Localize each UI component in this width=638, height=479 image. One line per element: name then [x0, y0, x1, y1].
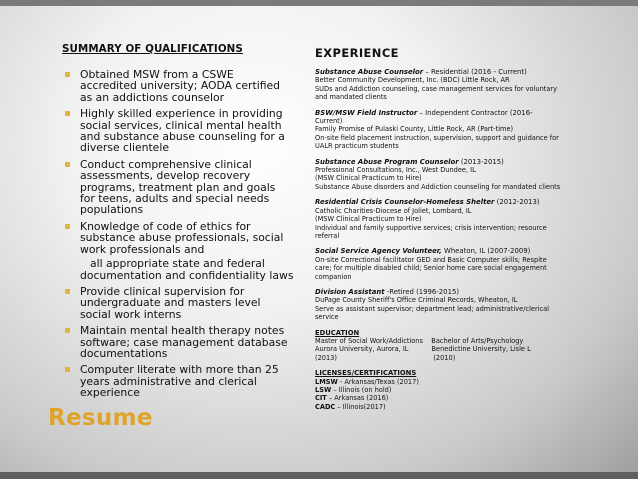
job-title: Substance Abuse Counselor	[315, 68, 424, 76]
slide-title: Resume	[48, 405, 153, 431]
education-row: Master of Social Work/Addictions Bachelor of Arts/Psychology	[315, 336, 524, 345]
job-title: Social Service Agency Volunteer,	[315, 247, 442, 256]
qualification-item: Maintain mental health therapy notes software; case management database documentations	[46, 325, 346, 359]
education-row: Aurora University, Aurora, IL Benedictine University, Lisle L	[315, 345, 531, 354]
bullet-icon	[65, 367, 70, 372]
bullet-icon	[65, 111, 70, 116]
licenses-section	[315, 369, 595, 411]
job-entry: Substance Abuse Program Counselor (2013-2015) Professional Consultations, Inc., West Dundee, IL (MSW Clinical Practicum to Hire) Substance Abuse disorders and Addiction counseling for mandated clients	[315, 157, 561, 191]
qualification-item: Highly skilled experience in providing social services, clinical mental health and substance abuse counseling for a diverse clientele	[46, 108, 346, 154]
license-item: LSW – Illinois (on hold)	[315, 386, 392, 394]
qualification-continuation: all appropriate state and federal documentation and confidentiality laws	[80, 257, 294, 282]
bullet-icon	[65, 162, 70, 167]
education-heading: EDUCATION	[315, 328, 360, 337]
job-entry: Division Assistant -Retired (1996-2015) DuPage County Sheriff's Office Criminal Records, Wheaton, IL Serve as assistant supervisor; department lead; administrative/clerical service	[315, 287, 549, 322]
experience-heading: EXPERIENCE	[315, 46, 399, 60]
job-entry: Residential Crisis Counselor-Homeless Shelter (2012-2013) Catholic Charities-Diocese of Joliet, Lombard, IL (MSW Clinical Practicum to Hire) Individual and family supportive services; crisis intervention; resource referral	[315, 198, 547, 240]
bullet-icon	[65, 224, 70, 229]
job-title: BSW/MSW Field Instructor	[315, 108, 418, 117]
license-item: CIT – Arkansas (2016)	[315, 394, 389, 403]
qualification-item: Provide clinical supervision for undergraduate and masters level social work interns	[46, 286, 346, 320]
bullet-icon	[65, 72, 70, 77]
job-title: Residential Crisis Counselor-Homeless Shelter	[315, 198, 495, 207]
education-section	[315, 329, 595, 363]
job-entry: Substance Abuse Counselor – Residential (2016 - Current) Better Community Development, Inc. (BDC) Little Rock, AR SUDs and Addiction counseling, case management services for voluntary and mandated clients	[315, 68, 557, 102]
qualifications-list	[46, 69, 346, 399]
qualification-item: Obtained MSW from a CSWE accredited university; AODA certified as an addictions counselor	[46, 69, 346, 103]
qualifications-heading: SUMMARY OF QUALIFICATIONS	[62, 43, 243, 55]
job-entry: BSW/MSW Field Instructor – Independent Contractor (2016- Current) Family Promise of Pulaski County, Little Rock, AR (Part-time) On-site field placement instruction, supervision, support and guidance for UALR practicum students	[315, 108, 559, 151]
qualifications-column	[46, 43, 346, 404]
bottom-border	[0, 472, 638, 479]
qualification-item: Computer literate with more than 25 years administrative and clerical experience	[46, 364, 346, 398]
licenses-heading: LICENSES/CERTIFICATIONS	[315, 369, 417, 378]
bullet-icon	[65, 289, 70, 294]
job-title: Division Assistant	[315, 287, 385, 296]
job-entry: Social Service Agency Volunteer, Wheaton, IL (2007-2009) On-site Correctional facilitator GED and Basic Computer skills; Respite care; for multiple disabled child; Senior home care social engagement companion	[315, 247, 547, 281]
job-title: Substance Abuse Program Counselor	[315, 157, 459, 166]
license-item: LMSW - Arkansas/Texas (2017)	[315, 377, 419, 386]
license-item: CADC – Illinois(2017)	[315, 402, 386, 411]
education-row: (2013) (2010)	[315, 353, 456, 362]
qualification-item: Conduct comprehensive clinical assessments, develop recovery programs, treatment plan and goals for teens, adults and special needs populations	[46, 159, 346, 216]
top-border	[0, 0, 638, 6]
experience-column	[315, 46, 595, 418]
bullet-icon	[65, 328, 70, 333]
qualification-item: Knowledge of code of ethics for substance abuse professionals, social work professionals and	[46, 221, 346, 255]
